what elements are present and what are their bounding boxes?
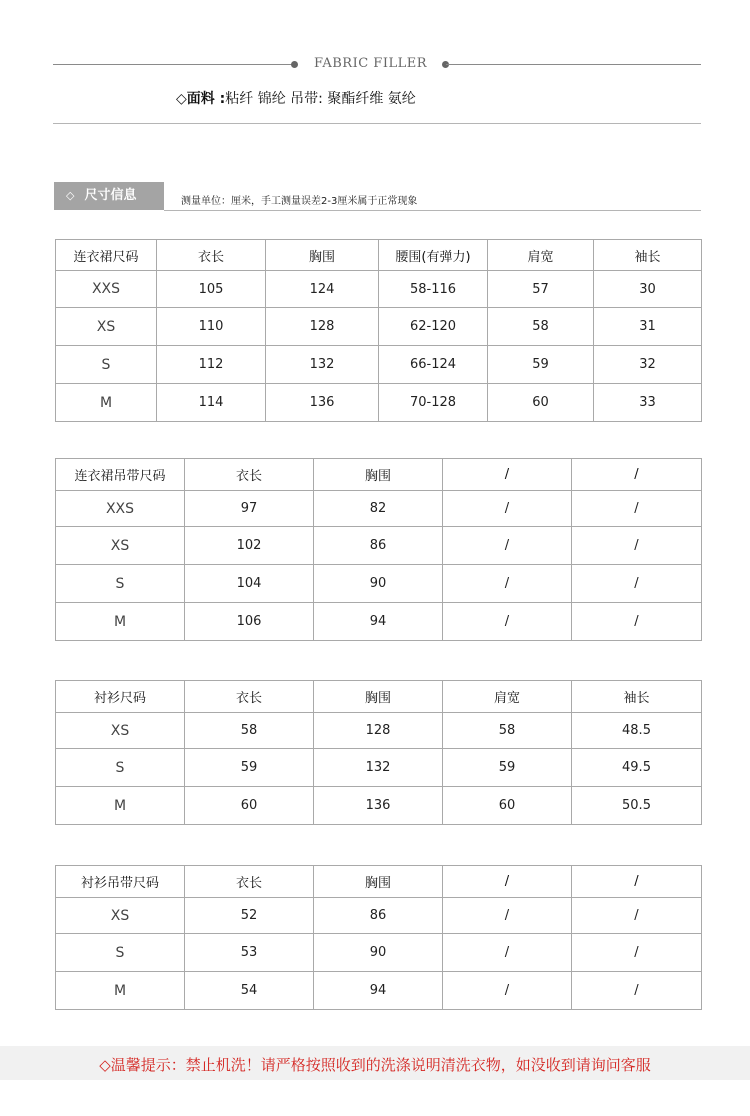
table-cell: / (443, 565, 572, 603)
table-cell: S (56, 346, 157, 384)
table-cell: M (56, 787, 185, 825)
table-cell: XS (56, 308, 157, 346)
header-shoulder: 肩宽 (443, 681, 572, 713)
table-cell: 30 (594, 271, 702, 308)
table-cell: / (443, 603, 572, 641)
table-cell: 58-116 (379, 271, 488, 308)
table-cell: / (572, 491, 702, 527)
table-cell: 132 (266, 346, 379, 384)
header-empty: / (572, 866, 702, 898)
table-row (56, 384, 702, 422)
dress-size-table (55, 239, 702, 422)
table-row (56, 749, 702, 787)
material-line (176, 88, 416, 108)
table-cell: XS (56, 898, 185, 934)
table-cell: / (572, 603, 702, 641)
table-cell: 62-120 (379, 308, 488, 346)
table-row (56, 972, 702, 1010)
table-row (56, 898, 702, 934)
table-cell: 94 (314, 603, 443, 641)
header-length: 衣长 (185, 459, 314, 491)
table-cell: 132 (314, 749, 443, 787)
header-shoulder: 肩宽 (488, 240, 594, 271)
header-sleeve: 袖长 (572, 681, 702, 713)
table-cell: 54 (185, 972, 314, 1010)
table-cell: / (443, 491, 572, 527)
table-cell: 136 (314, 787, 443, 825)
table-cell: 50.5 (572, 787, 702, 825)
shirt-strap-size-table (55, 865, 702, 1010)
table-row (56, 787, 702, 825)
table-cell: S (56, 565, 185, 603)
table-cell: 52 (185, 898, 314, 934)
table-cell: 58 (443, 713, 572, 749)
header-chest: 胸围 (314, 866, 443, 898)
table-cell: 58 (185, 713, 314, 749)
header-waist: 腰围(有弹力) (379, 240, 488, 271)
table-cell: 32 (594, 346, 702, 384)
table-header-row (56, 866, 702, 898)
material-content: 粘纤 锦纶 吊带: 聚酯纤维 氨纶 (225, 91, 416, 107)
table-cell: 33 (594, 384, 702, 422)
shirt-size-table (55, 680, 702, 825)
table-row (56, 565, 702, 603)
header-chest: 胸围 (266, 240, 379, 271)
table-cell: / (572, 527, 702, 565)
table-cell: 82 (314, 491, 443, 527)
table-row (56, 491, 702, 527)
table-cell: 104 (185, 565, 314, 603)
table-cell: 112 (157, 346, 266, 384)
table-cell: 97 (185, 491, 314, 527)
table-row (56, 934, 702, 972)
table-cell: M (56, 603, 185, 641)
table-cell: 128 (314, 713, 443, 749)
material-label: ◇面料 : (176, 91, 226, 107)
table-cell: 114 (157, 384, 266, 422)
table-cell: S (56, 749, 185, 787)
table-cell: / (572, 972, 702, 1010)
table-cell: 59 (443, 749, 572, 787)
table-cell: XS (56, 713, 185, 749)
table-cell: 124 (266, 271, 379, 308)
size-info-label: 尺寸信息 (84, 188, 137, 203)
fabric-title: FABRIC FILLER (313, 56, 428, 71)
table-cell: 90 (314, 934, 443, 972)
header-length: 衣长 (185, 681, 314, 713)
dress-strap-size-table (55, 458, 702, 641)
table-cell: 106 (185, 603, 314, 641)
header-size: 衬衫吊带尺码 (56, 866, 185, 898)
table-cell: 86 (314, 898, 443, 934)
header-empty: / (572, 459, 702, 491)
material-divider (53, 123, 701, 124)
header-length: 衣长 (157, 240, 266, 271)
table-row (56, 346, 702, 384)
table-cell: / (443, 934, 572, 972)
table-cell: S (56, 934, 185, 972)
table-cell: / (443, 527, 572, 565)
header-size: 连衣裙尺码 (56, 240, 157, 271)
table-cell: M (56, 972, 185, 1010)
table-cell: 105 (157, 271, 266, 308)
table-cell: 59 (488, 346, 594, 384)
table-cell: 128 (266, 308, 379, 346)
table-cell: 86 (314, 527, 443, 565)
table-cell: XXS (56, 271, 157, 308)
table-cell: 53 (185, 934, 314, 972)
table-cell: 60 (443, 787, 572, 825)
header-length: 衣长 (185, 866, 314, 898)
table-cell: 110 (157, 308, 266, 346)
measurement-note: 测量单位：厘米，手工测量误差2-3厘米属于正常现象 (181, 196, 418, 207)
table-cell: 48.5 (572, 713, 702, 749)
diamond-outline-icon: ◇ (66, 189, 75, 202)
header-empty: / (443, 459, 572, 491)
table-cell: XS (56, 527, 185, 565)
warning-text: ◇温馨提示：禁止机洗！请严格按照收到的洗涤说明清洗衣物，如没收到请询问客服 (99, 1056, 651, 1074)
table-cell: 60 (488, 384, 594, 422)
table-cell: 58 (488, 308, 594, 346)
table-cell: M (56, 384, 157, 422)
table-cell: / (572, 898, 702, 934)
table-cell: 57 (488, 271, 594, 308)
header-empty: / (443, 866, 572, 898)
table-cell: / (572, 565, 702, 603)
table-cell: 136 (266, 384, 379, 422)
table-cell: / (443, 972, 572, 1010)
table-header-row (56, 240, 702, 271)
table-cell: 70-128 (379, 384, 488, 422)
table-row (56, 713, 702, 749)
table-cell: 49.5 (572, 749, 702, 787)
table-cell: 59 (185, 749, 314, 787)
size-info-tag (54, 182, 164, 210)
header-size: 连衣裙吊带尺码 (56, 459, 185, 491)
table-cell: 66-124 (379, 346, 488, 384)
table-cell: / (443, 898, 572, 934)
table-row (56, 527, 702, 565)
table-cell: 94 (314, 972, 443, 1010)
header-size: 衬衫尺码 (56, 681, 185, 713)
fabric-divider-right (446, 64, 701, 65)
table-row (56, 603, 702, 641)
table-cell: / (572, 934, 702, 972)
header-chest: 胸围 (314, 681, 443, 713)
fabric-divider-left (53, 64, 295, 65)
header-sleeve: 袖长 (594, 240, 702, 271)
table-cell: 60 (185, 787, 314, 825)
table-row (56, 271, 702, 308)
table-cell: 102 (185, 527, 314, 565)
table-cell: XXS (56, 491, 185, 527)
table-cell: 31 (594, 308, 702, 346)
table-cell: 90 (314, 565, 443, 603)
table-header-row (56, 681, 702, 713)
table-header-row (56, 459, 702, 491)
size-info-divider (164, 210, 701, 211)
table-row (56, 308, 702, 346)
header-chest: 胸围 (314, 459, 443, 491)
